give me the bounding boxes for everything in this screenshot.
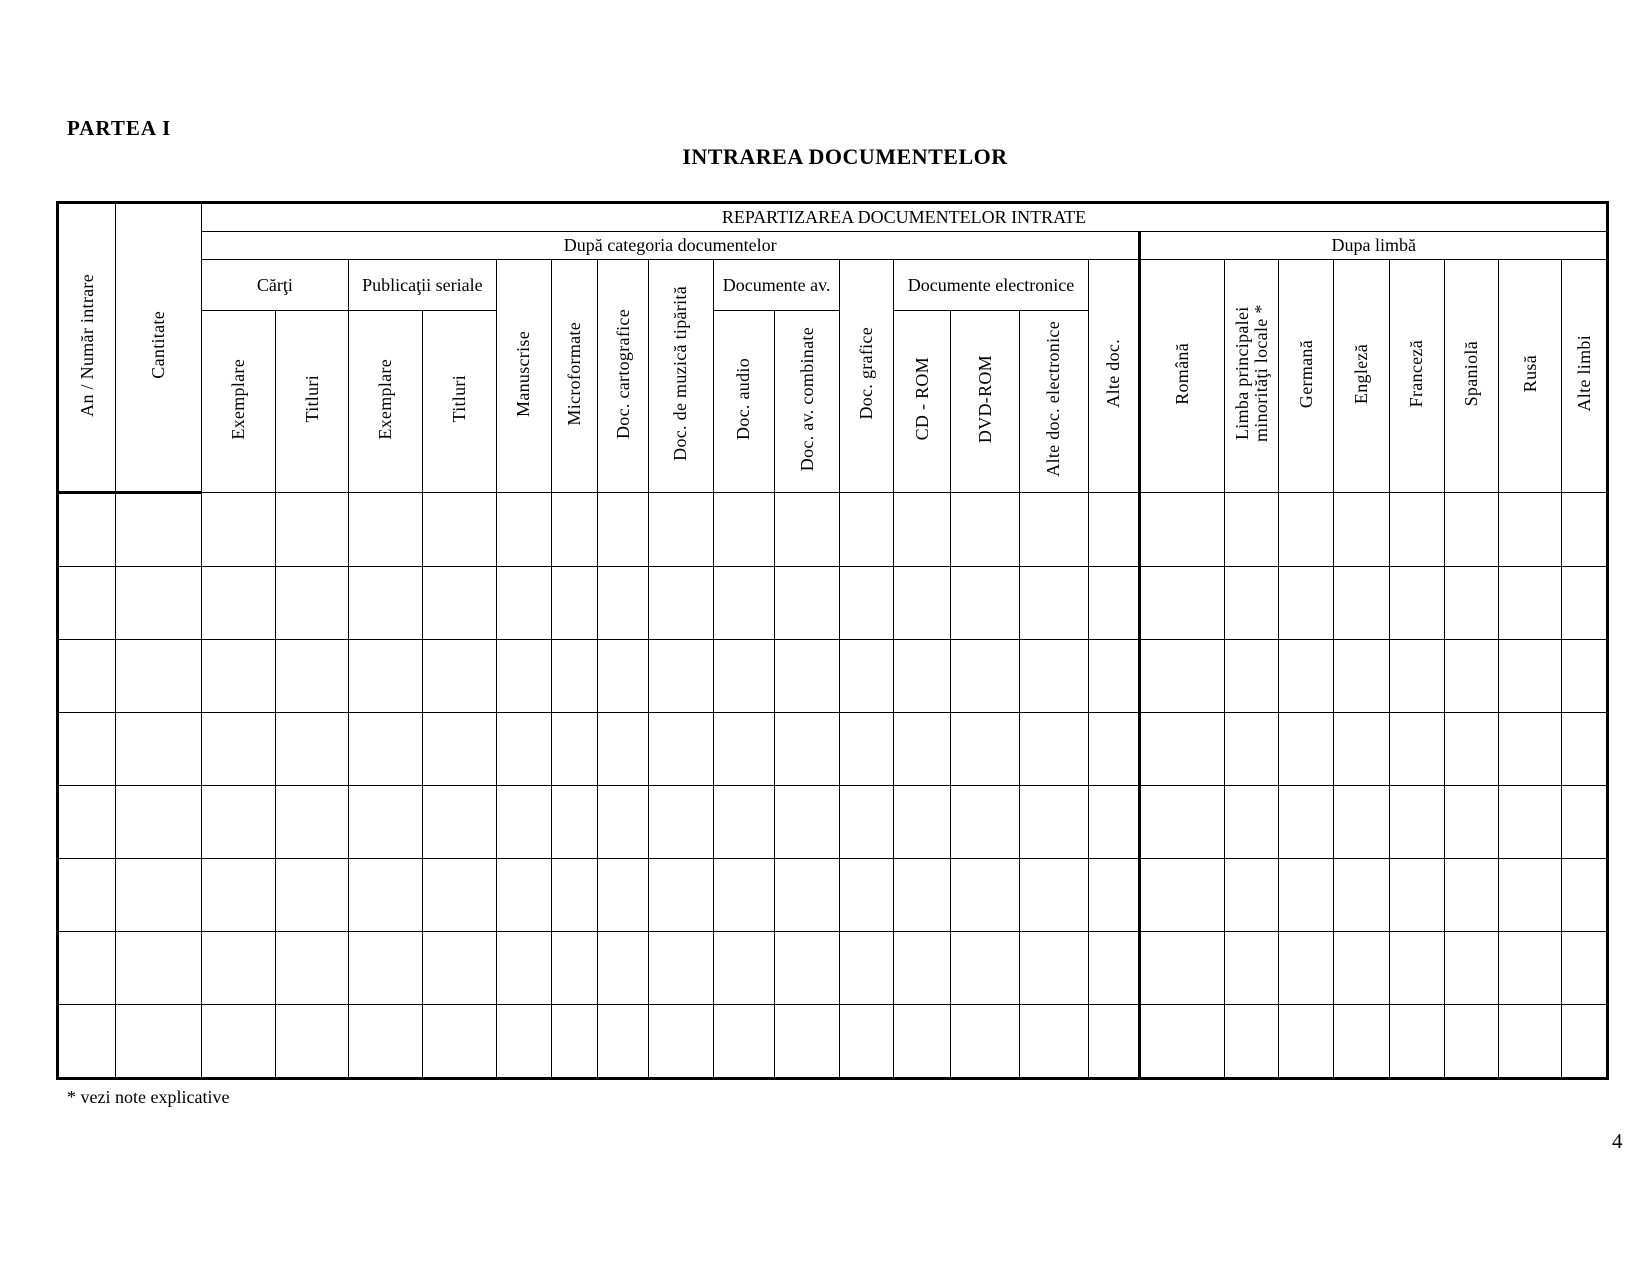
column-header-english (1334, 260, 1390, 493)
table-cell[interactable] (422, 932, 496, 1005)
column-header-printed-music-label: Doc. de muzică tipărită (670, 286, 691, 462)
column-header-romanian-label: Română (1172, 342, 1193, 405)
table-cell[interactable] (1444, 713, 1499, 786)
column-header-serials-titles (422, 311, 496, 493)
table-cell[interactable] (950, 640, 1019, 713)
column-header-microforms (551, 260, 598, 493)
table-cell[interactable] (275, 1005, 348, 1079)
table-cell[interactable] (496, 932, 551, 1005)
table-cell[interactable] (840, 567, 894, 640)
table-cell[interactable] (58, 1005, 116, 1079)
table-cell[interactable] (840, 640, 894, 713)
table-cell[interactable] (1019, 859, 1088, 932)
table-cell[interactable] (422, 859, 496, 932)
table-cell[interactable] (115, 640, 201, 713)
table-cell[interactable] (1334, 1005, 1390, 1079)
table-row (58, 859, 1608, 932)
column-header-serials-titles-label: Titluri (449, 375, 470, 423)
document-title: INTRAREA DOCUMENTELOR (682, 144, 1008, 169)
table-row (58, 786, 1608, 859)
column-header-manuscripts-label: Manuscrise (513, 330, 534, 417)
column-header-other-docs-label: Alte doc. (1103, 339, 1124, 408)
table-cell[interactable] (1279, 1005, 1334, 1079)
column-header-year-label: An / Număr intrare (76, 273, 97, 417)
table-cell[interactable] (774, 640, 840, 713)
column-header-quantity (115, 203, 201, 493)
table-cell[interactable] (1224, 640, 1279, 713)
table-cell[interactable] (58, 786, 116, 859)
table-cell[interactable] (598, 859, 649, 932)
table-cell[interactable] (1389, 493, 1444, 567)
intake-form-table (56, 201, 1609, 1080)
table-cell[interactable] (551, 640, 598, 713)
table-cell[interactable] (840, 859, 894, 932)
column-header-dvd-rom (950, 311, 1019, 493)
table-cell[interactable] (348, 786, 422, 859)
table-cell[interactable] (275, 786, 348, 859)
table-cell[interactable] (201, 713, 275, 786)
column-header-other-languages (1562, 260, 1608, 493)
table-cell[interactable] (551, 567, 598, 640)
table-cell[interactable] (348, 567, 422, 640)
table-cell[interactable] (1389, 567, 1444, 640)
table-cell[interactable] (1279, 859, 1334, 932)
column-header-books-copies (201, 311, 275, 493)
table-cell[interactable] (894, 567, 951, 640)
table-cell[interactable] (950, 713, 1019, 786)
table-cell[interactable] (275, 567, 348, 640)
table-cell[interactable] (1444, 567, 1499, 640)
table-cell[interactable] (598, 786, 649, 859)
table-cell[interactable] (950, 493, 1019, 567)
column-header-other-electronic (1019, 311, 1088, 493)
column-header-french (1389, 260, 1444, 493)
subgroup-header-books: Cărţi (201, 260, 348, 311)
table-cell[interactable] (348, 1005, 422, 1079)
subgroup-header-av: Documente av. (713, 260, 840, 311)
table-cell[interactable] (551, 1005, 598, 1079)
group-header-distribution: REPARTIZAREA DOCUMENTELOR INTRATE (201, 203, 1607, 232)
table-cell[interactable] (1140, 932, 1224, 1005)
table-cell[interactable] (1444, 932, 1499, 1005)
table-cell[interactable] (1334, 640, 1390, 713)
table-cell[interactable] (1562, 713, 1608, 786)
column-header-spanish (1444, 260, 1499, 493)
table-cell[interactable] (648, 859, 713, 932)
column-header-russian-label: Rusă (1519, 355, 1540, 393)
table-cell[interactable] (348, 932, 422, 1005)
column-header-audio-label: Doc. audio (733, 358, 754, 441)
subgroup-header-electronic: Documente electronice (894, 260, 1089, 311)
table-cell[interactable] (1140, 786, 1224, 859)
table-cell[interactable] (1279, 493, 1334, 567)
table-cell[interactable] (1279, 786, 1334, 859)
table-cell[interactable] (1389, 713, 1444, 786)
table-cell[interactable] (275, 493, 348, 567)
table-cell[interactable] (275, 932, 348, 1005)
column-header-serials-copies-label: Exemplare (375, 358, 396, 440)
table-cell[interactable] (496, 1005, 551, 1079)
table-cell[interactable] (201, 640, 275, 713)
table-cell[interactable] (1140, 859, 1224, 932)
table-cell[interactable] (422, 640, 496, 713)
table-cell[interactable] (1088, 713, 1140, 786)
table-cell[interactable] (496, 786, 551, 859)
table-cell[interactable] (950, 1005, 1019, 1079)
table-cell[interactable] (1444, 786, 1499, 859)
column-header-german (1279, 260, 1334, 493)
table-cell[interactable] (115, 932, 201, 1005)
group-header-by-language: Dupa limbă (1140, 232, 1608, 260)
table-cell[interactable] (1499, 640, 1562, 713)
data-rows (58, 493, 1608, 1079)
table-cell[interactable] (1562, 932, 1608, 1005)
part-label: PARTEA I (67, 116, 172, 140)
table-cell[interactable] (713, 567, 774, 640)
table-cell[interactable] (422, 786, 496, 859)
table-cell[interactable] (598, 640, 649, 713)
table-cell[interactable] (58, 713, 116, 786)
column-header-quantity-label: Cantitate (148, 311, 168, 379)
table-cell[interactable] (713, 1005, 774, 1079)
table-cell[interactable] (648, 640, 713, 713)
table-cell[interactable] (58, 932, 116, 1005)
column-header-dvd-rom-label: DVD-ROM (974, 355, 995, 444)
group-header-by-category: După categoria documentelor (201, 232, 1140, 260)
table-cell[interactable] (774, 932, 840, 1005)
table-row (58, 1005, 1608, 1079)
table-cell[interactable] (1562, 786, 1608, 859)
page-number: 4 (1612, 1129, 1623, 1153)
table-cell[interactable] (58, 859, 116, 932)
table-cell[interactable] (894, 493, 951, 567)
table-cell[interactable] (201, 1005, 275, 1079)
table-cell[interactable] (1088, 493, 1140, 567)
table-cell[interactable] (774, 1005, 840, 1079)
table-row (58, 713, 1608, 786)
table-cell[interactable] (1019, 786, 1088, 859)
column-header-year (58, 203, 116, 493)
table-cell[interactable] (1499, 1005, 1562, 1079)
column-header-books-titles (275, 311, 348, 493)
table-cell[interactable] (1499, 493, 1562, 567)
table-cell[interactable] (1334, 859, 1390, 932)
table-cell[interactable] (713, 932, 774, 1005)
table-cell[interactable] (713, 859, 774, 932)
table-cell[interactable] (894, 786, 951, 859)
table-cell[interactable] (58, 640, 116, 713)
table-cell[interactable] (1088, 859, 1140, 932)
table-cell[interactable] (1499, 786, 1562, 859)
table-cell[interactable] (840, 786, 894, 859)
table-row (58, 567, 1608, 640)
table-cell[interactable] (894, 859, 951, 932)
footnote: * vezi note explicative (67, 1087, 230, 1107)
table-cell[interactable] (1140, 713, 1224, 786)
table-cell[interactable] (1019, 1005, 1088, 1079)
table-cell[interactable] (1562, 493, 1608, 567)
table-cell[interactable] (348, 493, 422, 567)
table-cell[interactable] (551, 859, 598, 932)
table-cell[interactable] (496, 567, 551, 640)
table-cell[interactable] (1334, 713, 1390, 786)
table-cell[interactable] (1389, 1005, 1444, 1079)
table-cell[interactable] (774, 786, 840, 859)
table-cell[interactable] (1499, 932, 1562, 1005)
column-header-other-docs (1088, 260, 1140, 493)
table-cell[interactable] (1019, 713, 1088, 786)
table-cell[interactable] (1279, 713, 1334, 786)
table-cell[interactable] (201, 493, 275, 567)
table-cell[interactable] (840, 1005, 894, 1079)
table-cell[interactable] (1279, 932, 1334, 1005)
column-header-spanish-label: Spaniolă (1461, 340, 1482, 407)
table-row (58, 493, 1608, 567)
table-cell[interactable] (115, 859, 201, 932)
table-cell[interactable] (894, 713, 951, 786)
column-header-other-languages-label: Alte limbi (1573, 335, 1594, 412)
table-cell[interactable] (1140, 640, 1224, 713)
table-cell[interactable] (713, 640, 774, 713)
table-cell[interactable] (1562, 859, 1608, 932)
column-header-audio (713, 311, 774, 493)
table-cell[interactable] (950, 859, 1019, 932)
table-cell[interactable] (201, 567, 275, 640)
table-cell[interactable] (894, 1005, 951, 1079)
column-header-av-combined-label: Doc. av. combinate (796, 327, 817, 472)
table-cell[interactable] (348, 713, 422, 786)
table-cell[interactable] (1499, 859, 1562, 932)
table-cell[interactable] (598, 493, 649, 567)
table-cell[interactable] (58, 493, 116, 567)
table-cell[interactable] (950, 567, 1019, 640)
column-header-cartographic (598, 260, 649, 493)
table-cell[interactable] (840, 713, 894, 786)
table-cell[interactable] (1444, 1005, 1499, 1079)
table-cell[interactable] (1088, 1005, 1140, 1079)
table-cell[interactable] (774, 859, 840, 932)
table-cell[interactable] (1334, 932, 1390, 1005)
table-cell[interactable] (496, 493, 551, 567)
table-cell[interactable] (348, 859, 422, 932)
table-cell[interactable] (348, 640, 422, 713)
subgroup-header-serials: Publicaţii seriale (348, 260, 496, 311)
table-cell[interactable] (774, 567, 840, 640)
table-cell[interactable] (275, 713, 348, 786)
column-header-cd-rom (894, 311, 951, 493)
table-cell[interactable] (1019, 493, 1088, 567)
table-cell[interactable] (496, 713, 551, 786)
table-cell[interactable] (1389, 932, 1444, 1005)
table-cell[interactable] (598, 932, 649, 1005)
table-cell[interactable] (1444, 493, 1499, 567)
column-header-other-electronic-label: Alte doc. electronice (1043, 321, 1064, 478)
column-header-cd-rom-label: CD - ROM (911, 357, 932, 441)
table-cell[interactable] (1499, 713, 1562, 786)
table-cell[interactable] (58, 567, 116, 640)
table-cell[interactable] (1562, 640, 1608, 713)
table-cell[interactable] (201, 932, 275, 1005)
table-cell[interactable] (1140, 1005, 1224, 1079)
column-header-french-label: Franceză (1406, 339, 1427, 408)
table-cell[interactable] (1562, 1005, 1608, 1079)
table-cell[interactable] (115, 786, 201, 859)
table-cell[interactable] (115, 493, 201, 567)
table-cell[interactable] (1499, 567, 1562, 640)
table-cell[interactable] (551, 786, 598, 859)
table-cell[interactable] (774, 713, 840, 786)
table-cell[interactable] (648, 786, 713, 859)
table-cell[interactable] (1279, 640, 1334, 713)
table-row (58, 640, 1608, 713)
table-cell[interactable] (1224, 713, 1279, 786)
table-cell[interactable] (115, 1005, 201, 1079)
column-header-microforms-label: Microformate (564, 321, 585, 426)
table-cell[interactable] (1140, 493, 1224, 567)
table-cell[interactable] (894, 640, 951, 713)
table-cell[interactable] (840, 493, 894, 567)
table-cell[interactable] (1389, 640, 1444, 713)
table-cell[interactable] (1224, 786, 1279, 859)
table-cell[interactable] (1389, 786, 1444, 859)
table-cell[interactable] (713, 786, 774, 859)
table-cell[interactable] (1562, 567, 1608, 640)
table-cell[interactable] (1334, 786, 1390, 859)
table-cell[interactable] (1088, 640, 1140, 713)
table-cell[interactable] (648, 713, 713, 786)
table-cell[interactable] (422, 1005, 496, 1079)
table-cell[interactable] (1088, 786, 1140, 859)
column-header-minority-label: Limba principalei minorităţi locale * (1231, 304, 1271, 443)
column-header-russian (1499, 260, 1562, 493)
table-cell[interactable] (1334, 493, 1390, 567)
table-cell[interactable] (713, 493, 774, 567)
column-header-serials-copies (348, 311, 422, 493)
table-cell[interactable] (422, 493, 496, 567)
table-cell[interactable] (1224, 567, 1279, 640)
table-cell[interactable] (1224, 932, 1279, 1005)
table-cell[interactable] (1019, 640, 1088, 713)
column-header-books-titles-label: Titluri (301, 375, 322, 423)
table-cell[interactable] (496, 640, 551, 713)
table-cell[interactable] (201, 786, 275, 859)
table-cell[interactable] (496, 859, 551, 932)
table-cell[interactable] (275, 859, 348, 932)
table-cell[interactable] (1279, 567, 1334, 640)
table-cell[interactable] (774, 493, 840, 567)
table-cell[interactable] (598, 1005, 649, 1079)
table-cell[interactable] (1444, 640, 1499, 713)
table-cell[interactable] (201, 859, 275, 932)
table-cell[interactable] (1088, 567, 1140, 640)
table-cell[interactable] (1334, 567, 1390, 640)
table-cell[interactable] (1019, 567, 1088, 640)
column-header-german-label: Germană (1295, 339, 1316, 408)
table-cell[interactable] (422, 567, 496, 640)
table-cell[interactable] (422, 713, 496, 786)
table-cell[interactable] (950, 786, 1019, 859)
column-header-books-copies-label: Exemplare (228, 358, 249, 440)
table-cell[interactable] (1140, 567, 1224, 640)
column-header-romanian (1140, 260, 1224, 493)
table-cell[interactable] (713, 713, 774, 786)
table-cell[interactable] (1224, 493, 1279, 567)
column-header-minority (1224, 260, 1279, 493)
table-cell[interactable] (551, 713, 598, 786)
table-cell[interactable] (648, 1005, 713, 1079)
table-cell[interactable] (1224, 1005, 1279, 1079)
table-cell[interactable] (1389, 859, 1444, 932)
table-cell[interactable] (840, 932, 894, 1005)
table-cell[interactable] (598, 713, 649, 786)
table-cell[interactable] (115, 567, 201, 640)
table-cell[interactable] (1019, 932, 1088, 1005)
column-header-manuscripts (496, 260, 551, 493)
column-header-graphic-label: Doc. grafice (856, 327, 877, 420)
table-cell[interactable] (598, 567, 649, 640)
table-cell[interactable] (1224, 859, 1279, 932)
table-cell[interactable] (275, 640, 348, 713)
table-cell[interactable] (115, 713, 201, 786)
table-cell[interactable] (648, 567, 713, 640)
column-header-printed-music (648, 260, 713, 493)
table-cell[interactable] (1444, 859, 1499, 932)
table-cell[interactable] (894, 932, 951, 1005)
column-header-av-combined (774, 311, 840, 493)
table-cell[interactable] (1088, 932, 1140, 1005)
table-cell[interactable] (648, 493, 713, 567)
column-header-english-label: Engleză (1351, 343, 1372, 404)
table-cell[interactable] (551, 493, 598, 567)
table-row (58, 932, 1608, 1005)
table-cell[interactable] (648, 932, 713, 1005)
table-cell[interactable] (551, 932, 598, 1005)
column-header-cartographic-label: Doc. cartografice (612, 308, 633, 439)
table-cell[interactable] (950, 932, 1019, 1005)
column-header-graphic (840, 260, 894, 493)
